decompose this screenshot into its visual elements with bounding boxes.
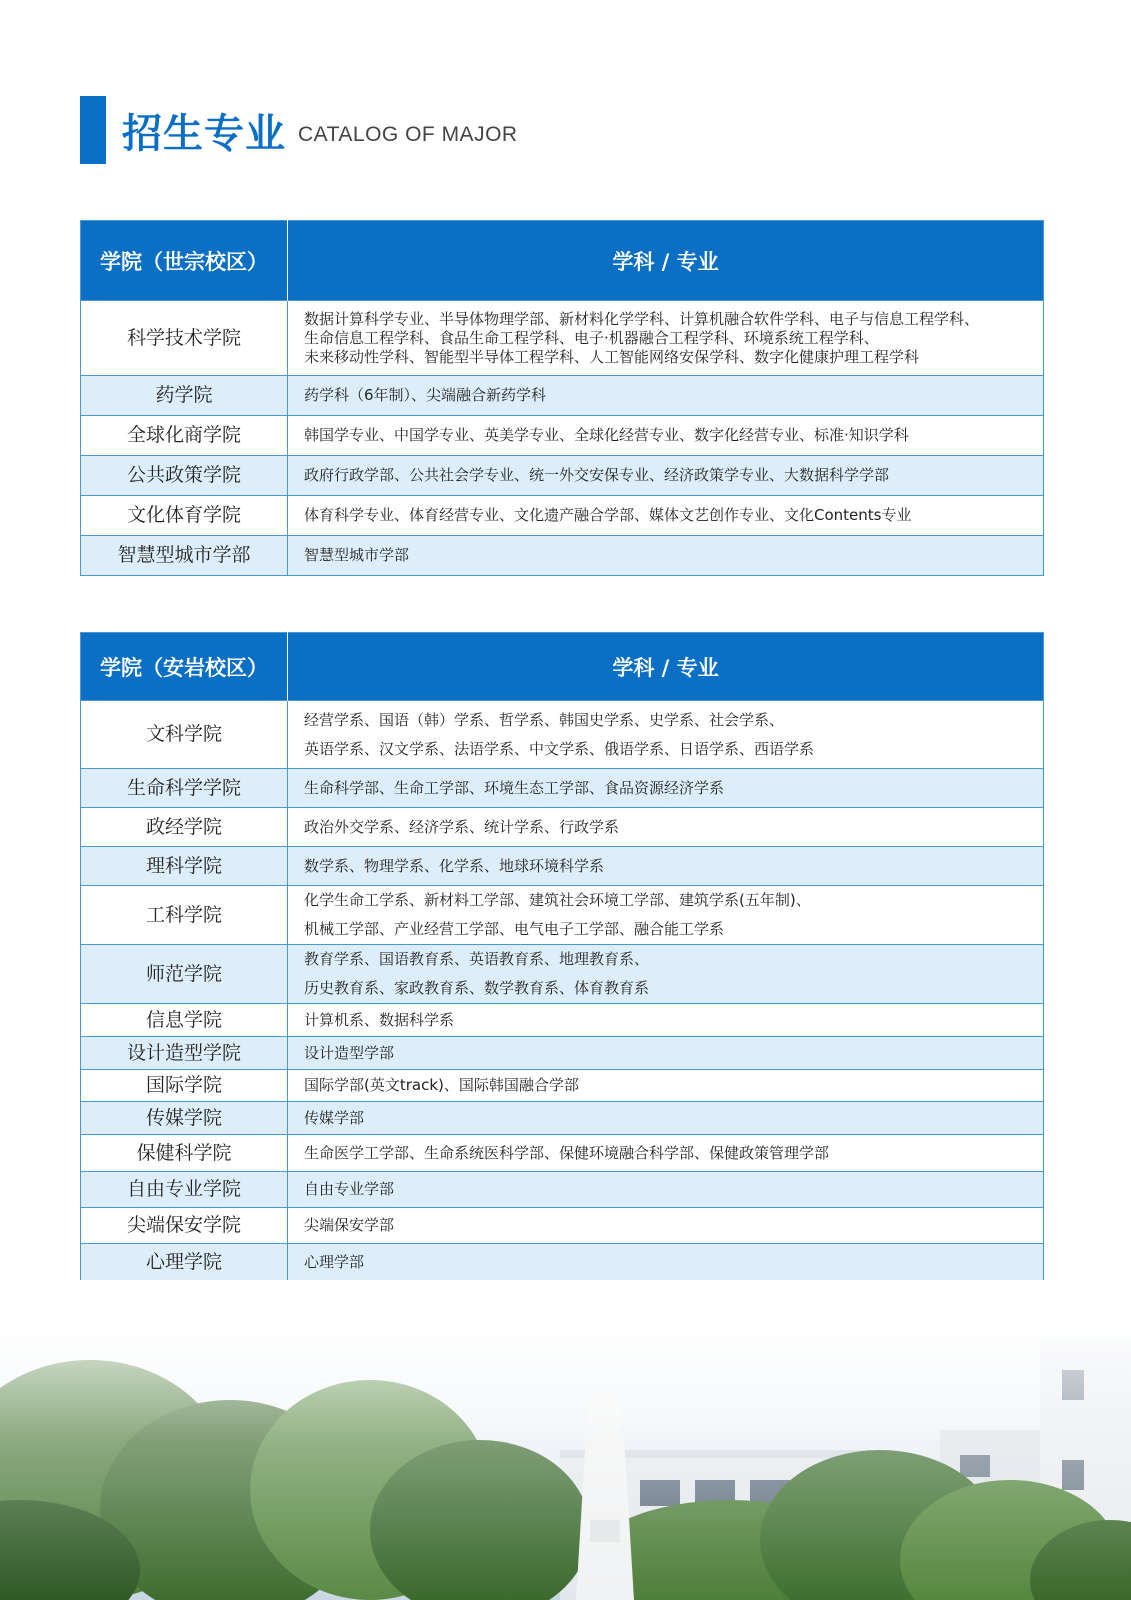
major-line: 心理学部 <box>304 1252 365 1271</box>
header-college: 学院（世宗校区） <box>81 221 288 301</box>
campus-scene-illustration <box>0 1280 1131 1600</box>
header-major: 学科 / 专业 <box>288 221 1044 301</box>
table-row <box>81 769 1044 808</box>
major-line: 政治外交学系、经济学系、统计学系、行政学系 <box>304 817 620 836</box>
table-row <box>81 701 1044 769</box>
major-list <box>288 1135 1044 1172</box>
major-list <box>288 808 1044 847</box>
college-name: 信息学院 <box>81 1004 288 1037</box>
major-line: 经营学系、国语（韩）学系、哲学系、韩国史学系、史学系、社会学系、 <box>304 710 785 729</box>
college-name: 心理学院 <box>81 1244 288 1281</box>
college-name: 尖端保安学院 <box>81 1208 288 1244</box>
major-line: 计算机系、数据科学系 <box>304 1010 455 1029</box>
college-name: 智慧型城市学部 <box>81 536 288 576</box>
major-line: 政府行政学部、公共社会学专业、统一外交安保专业、经济政策学专业、大数据科学学部 <box>304 466 890 484</box>
header-major: 学科 / 专业 <box>288 633 1044 701</box>
major-line: 历史教育系、家政教育系、数学教育系、体育教育系 <box>304 979 650 997</box>
header-college: 学院（安岩校区） <box>81 633 288 701</box>
college-name: 公共政策学院 <box>81 456 288 496</box>
table-row <box>81 1004 1044 1037</box>
college-name: 保健科学院 <box>81 1135 288 1172</box>
major-line: 生命科学部、生命工学部、环境生态工学部、食品资源经济学系 <box>304 778 725 797</box>
major-list <box>288 1037 1044 1070</box>
table-header-row <box>81 221 1044 301</box>
major-line: 生命医学工学部、生命系统医科学部、保健环境融合科学部、保健政策管理学部 <box>304 1143 830 1162</box>
major-line: 传媒学部 <box>304 1108 365 1127</box>
college-name: 理科学院 <box>81 847 288 886</box>
college-name: 全球化商学院 <box>81 416 288 456</box>
major-line: 韩国学专业、中国学专业、英美学专业、全球化经营专业、数字化经营专业、标准·知识学科 <box>304 426 909 444</box>
major-line: 英语学系、汉文学系、法语学系、中文学系、俄语学系、日语学系、西语学系 <box>304 739 815 758</box>
major-line: 智慧型城市学部 <box>304 546 410 564</box>
major-line: 尖端保安学部 <box>304 1216 395 1234</box>
major-line: 国际学部(英文track)、国际韩国融合学部 <box>304 1076 579 1094</box>
major-line: 化学生命工学系、新材料工学部、建筑社会环境工学部、建筑学系(五年制)、 <box>304 891 811 909</box>
major-line: 自由专业学部 <box>304 1180 395 1198</box>
table-row <box>81 945 1044 1004</box>
table-row <box>81 416 1044 456</box>
college-name: 设计造型学院 <box>81 1037 288 1070</box>
college-name: 传媒学院 <box>81 1102 288 1135</box>
table-row <box>81 376 1044 416</box>
major-line: 未来移动性学科、智能型半导体工程学科、人工智能网络安保学科、数字化健康护理工程学科 <box>304 347 920 366</box>
college-name: 师范学院 <box>81 945 288 1004</box>
table-row <box>81 496 1044 536</box>
major-list <box>288 1244 1044 1281</box>
table-row <box>81 1070 1044 1102</box>
major-line: 药学科（6年制）、尖端融合新药学科 <box>304 386 547 404</box>
major-list <box>288 301 1044 376</box>
table-row <box>81 1102 1044 1135</box>
major-list <box>288 1172 1044 1208</box>
anam-campus-table <box>80 632 1044 1281</box>
college-name: 科学技术学院 <box>81 301 288 376</box>
major-line: 体育科学专业、体育经营专业、文化遗产融合学部、媒体文艺创作专业、文化Contents专业 <box>304 506 912 524</box>
major-list <box>288 945 1044 1004</box>
major-list <box>288 769 1044 808</box>
college-name: 文科学院 <box>81 701 288 769</box>
major-list <box>288 1102 1044 1135</box>
major-list <box>288 376 1044 416</box>
table-row <box>81 536 1044 576</box>
major-list <box>288 496 1044 536</box>
major-line: 数据计算科学专业、半导体物理学部、新材料化学学科、计算机融合软件学科、电子与信息工程学科、 <box>304 309 980 328</box>
major-list <box>288 1070 1044 1102</box>
major-line: 教育学系、国语教育系、英语教育系、地理教育系、 <box>304 950 650 968</box>
major-line: 生命信息工程学科、食品生命工程学科、电子·机器融合工程学科、环境系统工程学科、 <box>304 328 879 347</box>
table-row <box>81 301 1044 376</box>
heading-accent-bar <box>80 96 106 164</box>
campus-photo <box>0 1280 1131 1600</box>
college-name: 生命科学学院 <box>81 769 288 808</box>
table-header-row <box>81 633 1044 701</box>
sejong-campus-table <box>80 220 1044 576</box>
major-list <box>288 1208 1044 1244</box>
college-name: 国际学院 <box>81 1070 288 1102</box>
table-row <box>81 886 1044 945</box>
college-name: 政经学院 <box>81 808 288 847</box>
college-name: 药学院 <box>81 376 288 416</box>
major-line: 机械工学部、产业经营工学部、电气电子工学部、融合能工学系 <box>304 920 725 938</box>
major-line: 设计造型学部 <box>304 1043 395 1062</box>
major-list <box>288 701 1044 769</box>
table-row <box>81 847 1044 886</box>
college-name: 工科学院 <box>81 886 288 945</box>
table-row <box>81 456 1044 496</box>
major-line: 数学系、物理学系、化学系、地球环境科学系 <box>304 856 605 875</box>
table-row <box>81 1037 1044 1070</box>
major-list <box>288 1004 1044 1037</box>
table-row <box>81 1244 1044 1281</box>
college-name: 文化体育学院 <box>81 496 288 536</box>
table-row <box>81 1135 1044 1172</box>
major-list <box>288 847 1044 886</box>
college-name: 自由专业学院 <box>81 1172 288 1208</box>
major-list <box>288 416 1044 456</box>
table-row <box>81 808 1044 847</box>
major-list <box>288 536 1044 576</box>
table-row <box>81 1208 1044 1244</box>
major-list <box>288 456 1044 496</box>
major-list <box>288 886 1044 945</box>
table-row <box>81 1172 1044 1208</box>
section-heading <box>80 96 518 164</box>
heading-title-en: CATALOG OF MAJOR <box>298 123 518 146</box>
heading-title-cn: 招生专业 <box>122 110 286 157</box>
